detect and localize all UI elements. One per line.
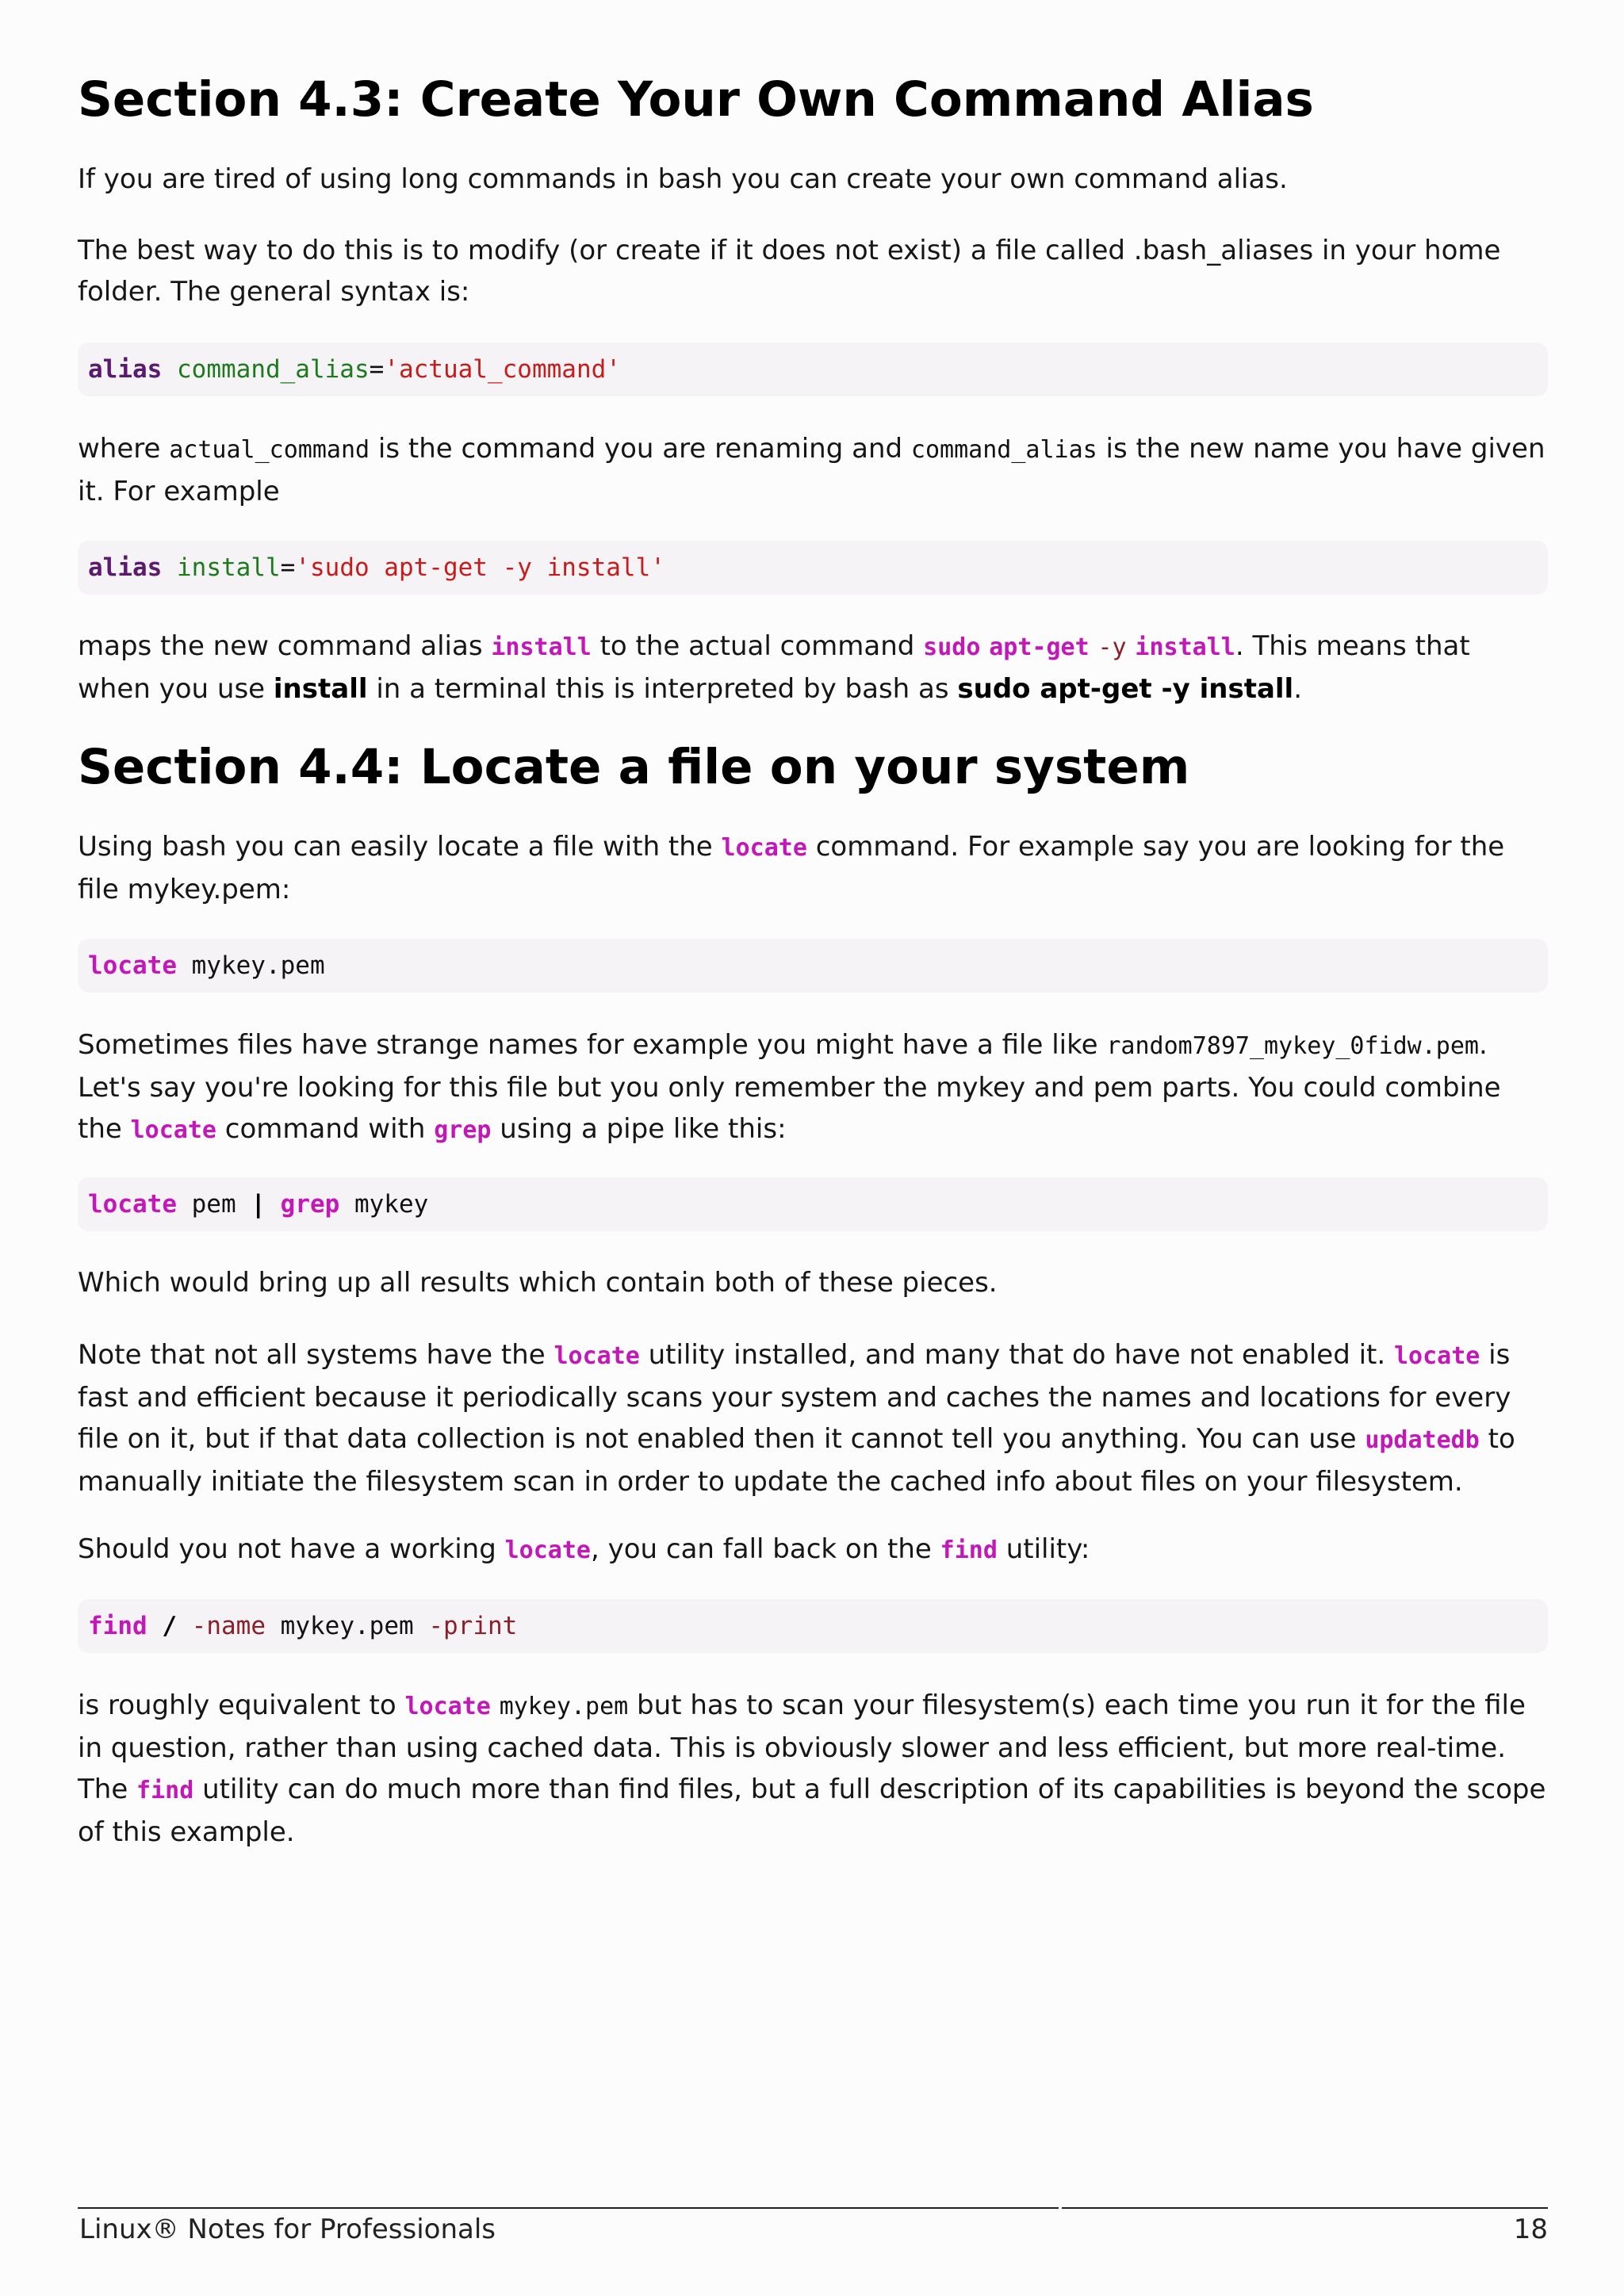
code-command: find [88,1612,147,1640]
code-argument: mykey [339,1190,429,1219]
code-command: locate [88,1190,177,1219]
code-argument: mykey.pem [176,951,325,980]
inline-code-sudo: sudo [923,633,981,661]
code-command: locate [88,951,177,980]
bold-install: install [273,673,368,705]
inline-code-find: find [136,1777,194,1804]
s43-syntax-paragraph: The best way to do this is to modify (or create if it does not exist) a file called .bash_aliases in your home folder. The general syntax is: [78,235,1501,308]
code-option: -print [428,1612,518,1640]
s44-strange-names-paragraph [78,1024,1548,1151]
inline-code-locate: locate [553,1342,640,1370]
footer-page-number: 18 [1513,2214,1548,2245]
code-keyword: alias [88,355,163,384]
s44-results-paragraph: Which would bring up all results which contain both of these pieces. [78,1267,998,1299]
s44-fallback-paragraph [78,1529,1548,1571]
alias-syntax-code-block[interactable] [78,342,1548,396]
s44-note-paragraph [78,1334,1548,1502]
inline-code-locate: locate [504,1536,591,1564]
text: utility: [997,1533,1090,1565]
text: to the actual command [591,630,924,662]
text: is the new name you have given it. For example [78,433,1545,507]
s43-where-paragraph [78,428,1548,512]
locate-code-block[interactable] [78,939,1548,993]
alias-example-code-block[interactable] [78,541,1548,595]
section-4-3-heading: Section 4.3: Create Your Own Command Alias [78,71,1314,128]
text: where [78,433,170,465]
text: but has to scan your filesystem(s) each time you run it for the file in question, rather than using cached data. This is obviously slower and less efficient, but more real-time. The [78,1689,1526,1805]
inline-code-locate: locate [404,1693,491,1720]
footer-rule [78,2207,1059,2209]
text: , you can fall back on the [591,1533,940,1565]
inline-code-locate: locate [721,834,807,862]
code-pipe: | [251,1190,266,1219]
text: Using bash you can easily locate a file with the [78,831,722,863]
inline-code-find: find [940,1536,998,1564]
bold-full-command: sudo apt-get -y install [957,673,1294,705]
footer-book-title: Linux® Notes for Professionals [79,2214,496,2245]
text: Should you not have a working [78,1533,505,1565]
text: in a terminal this is interpreted by bash as [367,673,958,705]
inline-code-actual-command: actual_command [169,436,370,464]
inline-code-updatedb: updatedb [1365,1426,1480,1454]
code-alias-name: install [177,553,281,582]
s44-intro-paragraph [78,826,1548,910]
text: is the command you are renaming and [370,433,911,465]
code-equals: = [280,553,296,582]
inline-code-install: install [491,633,592,661]
text: to manually initiate the filesystem scan in order to update the cached info about files on your filesystem. [78,1423,1515,1498]
code-option: -name [191,1612,266,1640]
text: command with [216,1113,435,1145]
text: is fast and efficient because it periodically scans your system and caches the names and locations for every file on it, but if that data collection is not enabled then it cannot tell you anything. You can use [78,1339,1511,1455]
code-equals: = [369,355,385,384]
text: . Let's say you're looking for this file but you only remember the mykey and pem parts. You could combine the [78,1029,1501,1145]
code-argument: mykey.pem [280,1612,414,1640]
text: Note that not all systems have the [78,1339,554,1371]
inline-code-install: install [1135,633,1235,661]
inline-code-apt-get: apt-get [989,633,1090,661]
text: command. For example say you are looking for the file mykey.pem: [78,831,1505,905]
code-command: grep [280,1190,340,1219]
inline-code-command-alias: command_alias [910,436,1097,464]
text: maps the new command alias [78,630,492,662]
text: . [1293,673,1303,705]
s44-equivalent-paragraph [78,1685,1548,1853]
footer-rule [1062,2207,1548,2209]
text: utility installed, and many that do have not enabled it. [639,1339,1394,1371]
s43-intro-paragraph: If you are tired of using long commands in bash you can create your own command alias. [78,163,1288,195]
code-alias-value: 'sudo apt-get -y install' [295,553,665,582]
find-code-block[interactable] [78,1599,1548,1653]
text: . This means that when you use [78,630,1470,705]
inline-code-locate: locate [1394,1342,1480,1370]
code-keyword: alias [88,553,163,582]
inline-code-filename: random7897_mykey_0fidw.pem [1106,1032,1479,1060]
text: is roughly equivalent to [78,1689,405,1721]
text: using a pipe like this: [491,1113,787,1145]
inline-code-option: -y [1097,633,1127,661]
inline-code-filename: mykey.pem [499,1693,629,1720]
section-4-4-heading: Section 4.4: Locate a file on your system [78,739,1190,795]
inline-code-locate: locate [130,1116,216,1144]
text: Sometimes files have strange names for example you might have a file like [78,1029,1107,1061]
code-alias-name: command_alias [177,355,370,384]
text: utility can do much more than find files, but a full description of its capabilities is beyond the scope of this example. [78,1774,1546,1848]
locate-grep-code-block[interactable] [78,1177,1548,1231]
s43-maps-paragraph [78,626,1548,710]
code-alias-value: 'actual_command' [384,355,621,384]
inline-code-grep: grep [434,1116,492,1144]
code-argument: pem [176,1190,251,1219]
code-root-path: / [162,1612,177,1640]
